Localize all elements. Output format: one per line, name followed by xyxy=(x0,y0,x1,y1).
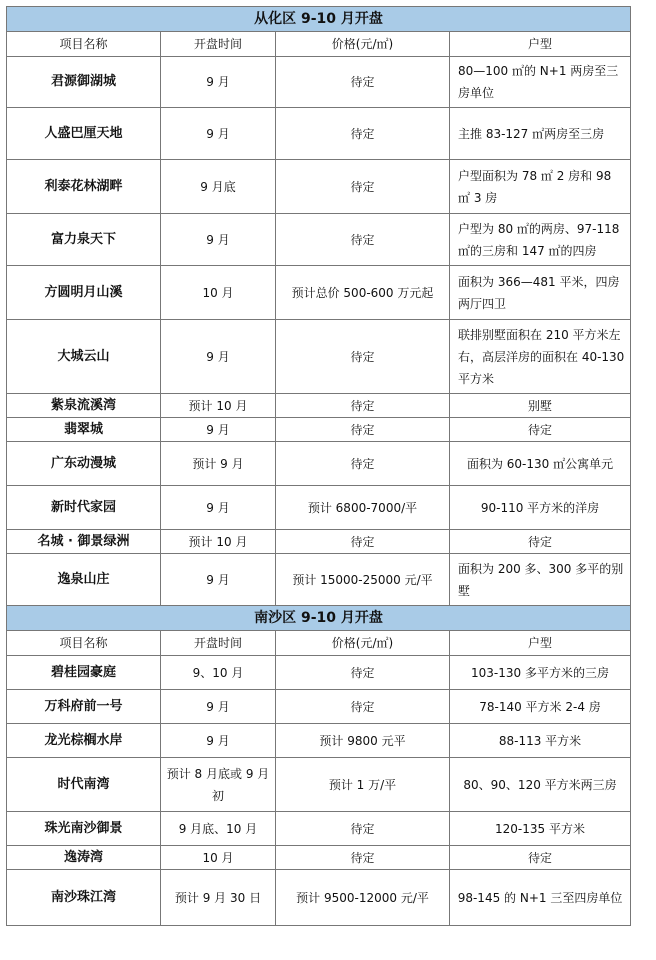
unit-type: 待定 xyxy=(450,846,631,870)
unit-type: 88-113 平方米 xyxy=(450,724,631,758)
open-time: 9 月 xyxy=(161,320,276,394)
project-name: 方圆明月山溪 xyxy=(7,266,161,320)
price: 待定 xyxy=(276,320,450,394)
open-time: 9 月底 xyxy=(161,160,276,214)
price: 待定 xyxy=(276,846,450,870)
table-row xyxy=(7,758,631,812)
table-row xyxy=(7,394,631,418)
table-body xyxy=(7,7,631,926)
header-open-time: 开盘时间 xyxy=(161,631,276,656)
project-name: 龙光棕榈水岸 xyxy=(7,724,161,758)
unit-type: 80—100 ㎡的 N+1 两房至三房单位 xyxy=(450,57,631,108)
project-name: 逸泉山庄 xyxy=(7,554,161,606)
project-name: 君源御湖城 xyxy=(7,57,161,108)
project-name: 利泰花林湖畔 xyxy=(7,160,161,214)
project-name: 名城 · 御景绿洲 xyxy=(7,530,161,554)
open-time: 9 月 xyxy=(161,724,276,758)
unit-type: 户型面积为 78 ㎡ 2 房和 98 ㎡ 3 房 xyxy=(450,160,631,214)
project-name: 翡翠城 xyxy=(7,418,161,442)
header-open-time: 开盘时间 xyxy=(161,32,276,57)
project-name: 万科府前一号 xyxy=(7,690,161,724)
table-row xyxy=(7,554,631,606)
header-unit-type: 户型 xyxy=(450,631,631,656)
open-time: 9 月底、10 月 xyxy=(161,812,276,846)
section-header xyxy=(7,7,631,32)
table-row xyxy=(7,690,631,724)
price: 预计 9800 元平 xyxy=(276,724,450,758)
unit-type: 80、90、120 平方米两三房 xyxy=(450,758,631,812)
unit-type: 待定 xyxy=(450,530,631,554)
price: 待定 xyxy=(276,656,450,690)
column-header-row xyxy=(7,631,631,656)
open-time: 10 月 xyxy=(161,266,276,320)
price: 待定 xyxy=(276,108,450,160)
open-time: 预计 8 月底或 9 月初 xyxy=(161,758,276,812)
price: 预计 1 万/平 xyxy=(276,758,450,812)
table-row xyxy=(7,486,631,530)
unit-type: 98-145 的 N+1 三至四房单位 xyxy=(450,870,631,926)
table-row xyxy=(7,266,631,320)
open-time: 9 月 xyxy=(161,57,276,108)
table-row xyxy=(7,320,631,394)
price: 待定 xyxy=(276,214,450,266)
price: 待定 xyxy=(276,57,450,108)
table-row xyxy=(7,418,631,442)
price: 待定 xyxy=(276,812,450,846)
section-header xyxy=(7,606,631,631)
project-name: 时代南湾 xyxy=(7,758,161,812)
open-time: 9 月 xyxy=(161,418,276,442)
open-time: 10 月 xyxy=(161,846,276,870)
unit-type: 120-135 平方米 xyxy=(450,812,631,846)
open-time: 9 月 xyxy=(161,108,276,160)
price: 待定 xyxy=(276,442,450,486)
open-time: 9 月 xyxy=(161,554,276,606)
price: 预计 15000-25000 元/平 xyxy=(276,554,450,606)
table-row xyxy=(7,656,631,690)
project-name: 珠光南沙御景 xyxy=(7,812,161,846)
open-time: 预计 9 月 xyxy=(161,442,276,486)
open-time: 预计 10 月 xyxy=(161,530,276,554)
unit-type: 别墅 xyxy=(450,394,631,418)
project-name: 新时代家园 xyxy=(7,486,161,530)
table-row xyxy=(7,214,631,266)
price: 预计总价 500-600 万元起 xyxy=(276,266,450,320)
open-time: 预计 9 月 30 日 xyxy=(161,870,276,926)
table-row xyxy=(7,870,631,926)
open-time: 9 月 xyxy=(161,486,276,530)
section-title: 从化区 9-10 月开盘 xyxy=(7,7,631,32)
unit-type: 面积为 200 多、300 多平的别墅 xyxy=(450,554,631,606)
table-row xyxy=(7,160,631,214)
table-row xyxy=(7,812,631,846)
unit-type: 主推 83-127 ㎡两房至三房 xyxy=(450,108,631,160)
header-price: 价格(元/㎡) xyxy=(276,631,450,656)
unit-type: 103-130 多平方米的三房 xyxy=(450,656,631,690)
table-row xyxy=(7,442,631,486)
section-title: 南沙区 9-10 月开盘 xyxy=(7,606,631,631)
project-name: 碧桂园豪庭 xyxy=(7,656,161,690)
project-name: 逸涛湾 xyxy=(7,846,161,870)
table-row xyxy=(7,530,631,554)
unit-type: 联排别墅面积在 210 平方米左右，高层洋房的面积在 40-130 平方米 xyxy=(450,320,631,394)
openings-table xyxy=(6,6,631,926)
development-table xyxy=(6,6,630,926)
open-time: 9、10 月 xyxy=(161,656,276,690)
price: 待定 xyxy=(276,160,450,214)
price: 待定 xyxy=(276,418,450,442)
header-price: 价格(元/㎡) xyxy=(276,32,450,57)
open-time: 9 月 xyxy=(161,214,276,266)
header-project-name: 项目名称 xyxy=(7,32,161,57)
project-name: 富力泉天下 xyxy=(7,214,161,266)
table-row xyxy=(7,57,631,108)
project-name: 南沙珠江湾 xyxy=(7,870,161,926)
project-name: 大城云山 xyxy=(7,320,161,394)
open-time: 预计 10 月 xyxy=(161,394,276,418)
header-project-name: 项目名称 xyxy=(7,631,161,656)
price: 待定 xyxy=(276,394,450,418)
price: 待定 xyxy=(276,690,450,724)
unit-type: 面积为 366—481 平米，四房两厅四卫 xyxy=(450,266,631,320)
unit-type: 待定 xyxy=(450,418,631,442)
header-unit-type: 户型 xyxy=(450,32,631,57)
table-row xyxy=(7,846,631,870)
unit-type: 90-110 平方米的洋房 xyxy=(450,486,631,530)
project-name: 紫泉流溪湾 xyxy=(7,394,161,418)
unit-type: 78-140 平方米 2-4 房 xyxy=(450,690,631,724)
unit-type: 面积为 60-130 ㎡公寓单元 xyxy=(450,442,631,486)
project-name: 广东动漫城 xyxy=(7,442,161,486)
table-row xyxy=(7,108,631,160)
column-header-row xyxy=(7,32,631,57)
price: 预计 6800-7000/平 xyxy=(276,486,450,530)
price: 待定 xyxy=(276,530,450,554)
price: 预计 9500-12000 元/平 xyxy=(276,870,450,926)
table-row xyxy=(7,724,631,758)
project-name: 人盛巴厘天地 xyxy=(7,108,161,160)
unit-type: 户型为 80 ㎡的两房、97-118 ㎡的三房和 147 ㎡的四房 xyxy=(450,214,631,266)
open-time: 9 月 xyxy=(161,690,276,724)
